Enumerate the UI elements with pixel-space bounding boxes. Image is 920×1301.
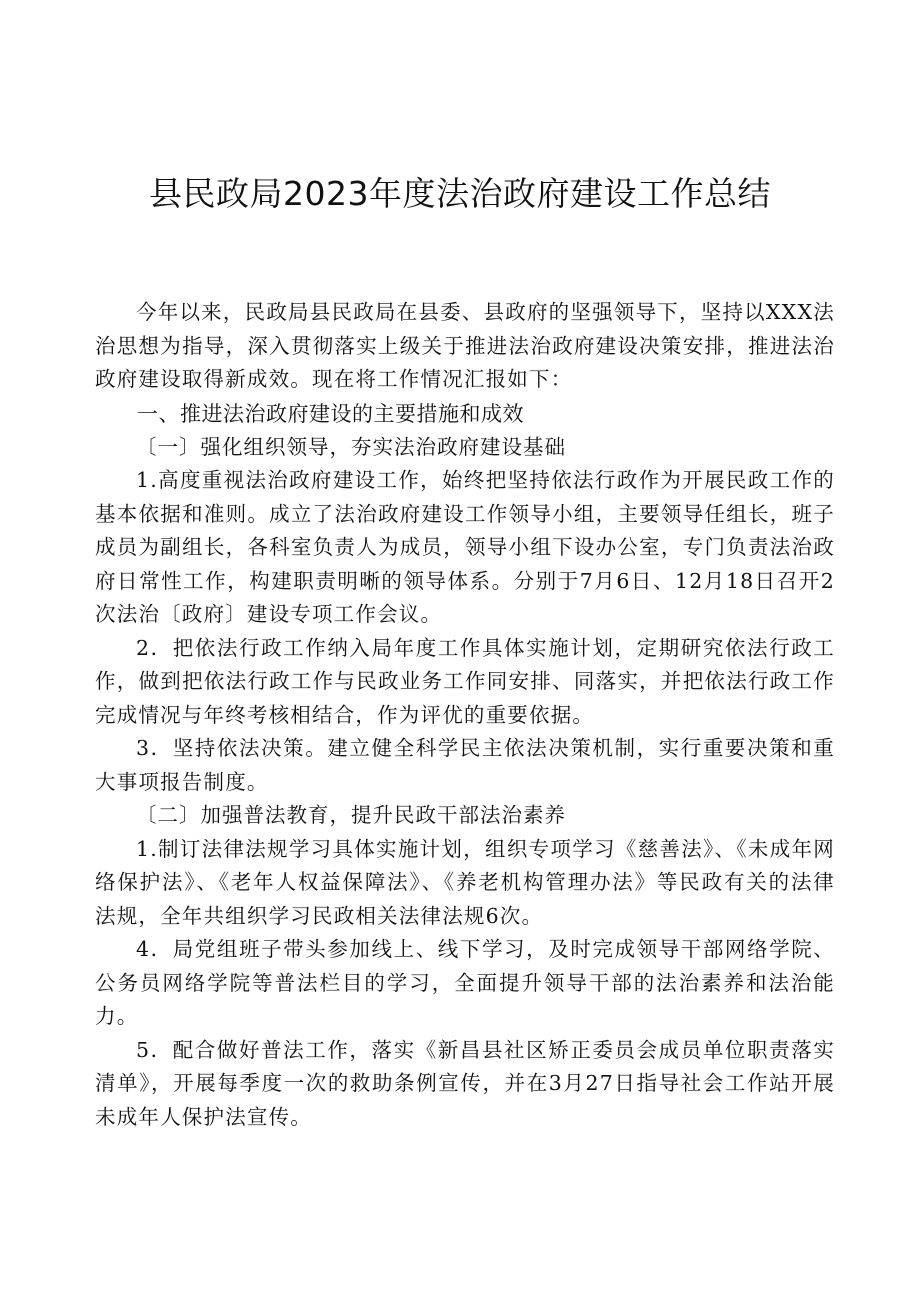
intro-paragraph: 今年以来，民政局县民政局在县委、县政府的坚强领导下，坚持以XXX法治思想为指导，深入贯彻落实上级关于推进法治政府建设决策安排，推进法治政府建设取得新成效。现在将工作情况汇报如下：: [95, 300, 835, 391]
subsection-1-item-1: 1.高度重视法治政府建设工作，始终把坚持依法行政作为开展民政工作的基本依据和准则。成立了法治政府建设工作领导小组，主要领导任组长，班子成员为副组长，各科室负责人为成员，领导小组下设办公室，专门负责法治政府日常性工作，构建职责明晰的领导体系。分别于7月6日、12月18日召开2次法治〔政府〕建设专项工作会议。: [95, 468, 835, 626]
subsection-2-heading: 〔二〕加强普法教育，提升民政干部法治素养: [136, 803, 566, 827]
subsection-2-item-3: 5．配合做好普法工作，落实《新昌县社区矫正委员会成员单位职责落实清单》，开展每季度一次的救助条例宣传，并在3月27日指导社会工作站开展未成年人保护法宣传。: [95, 1037, 835, 1129]
document-body: [95, 296, 835, 1134]
subsection-2-item-1: 1.制订法律法规学习具体实施计划，组织专项学习《慈善法》、《未成年网络保护法》、《老年人权益保障法》、《养老机构管理办法》等民政有关的法律法规，全年共组织学习民政相关法律法规6次。: [95, 836, 835, 928]
document-title: 县民政局2023年度法治政府建设工作总结: [149, 174, 771, 213]
subsection-2-item-2: 4．局党组班子带头参加线上、线下学习，及时完成领导干部网络学院、公务员网络学院等普法栏目的学习，全面提升领导干部的法治素养和法治能力。: [95, 937, 835, 1028]
section-1-heading: 一、推进法治政府建设的主要措施和成效: [137, 401, 524, 426]
subsection-1-item-3: 3．坚持依法决策。建立健全科学民主依法决策机制，实行重要决策和重大事项报告制度。: [95, 736, 835, 794]
subsection-1-item-2: 2．把依法行政工作纳入局年度工作具体实施计划，定期研究依法行政工作，做到把依法行政工作与民政业务工作同安排、同落实，并把依法行政工作完成情况与年终考核相结合，作为评优的重要依据。: [95, 635, 835, 727]
subsection-1-heading: 〔一〕强化组织领导，夯实法治政府建设基础: [136, 434, 566, 459]
